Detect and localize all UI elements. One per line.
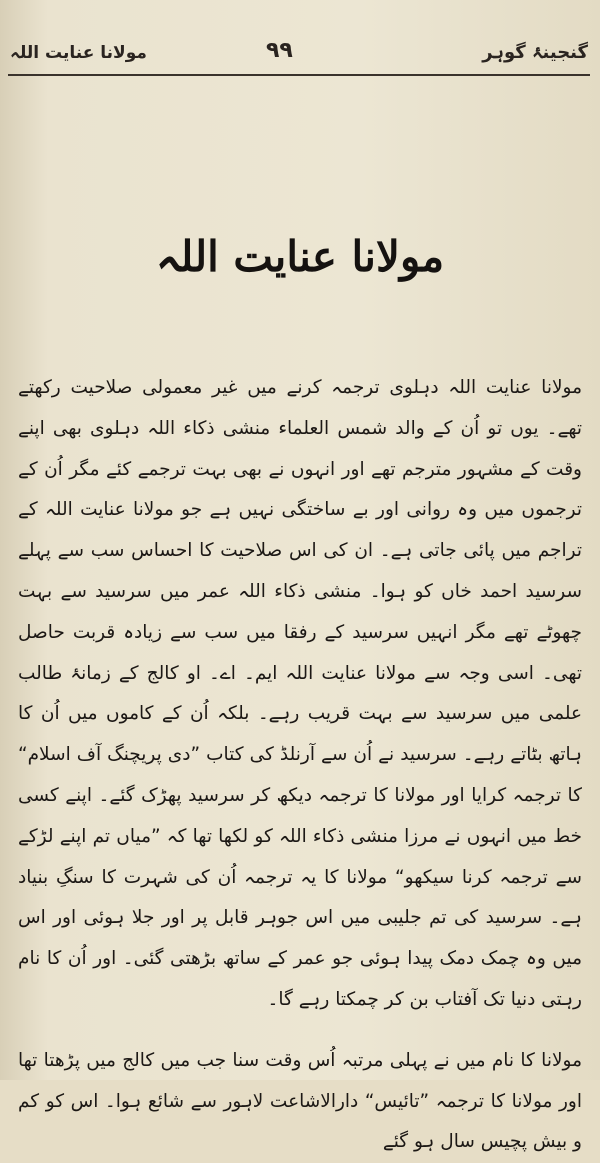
page-header <box>10 38 588 70</box>
chapter-title: مولانا عنایت اللہ <box>155 232 445 281</box>
running-title: مولانا عنایت اللہ <box>10 43 147 63</box>
body-text <box>18 368 582 1163</box>
paragraph-1: مولانا عنایت اللہ دہلوی ترجمہ کرنے میں غیر معمولی صلاحیت رکھتے تھے۔ یوں تو اُن کے والد شمس العلماء منشی ذکاء اللہ دہلوی بھی اپنے وقت کے مشہور مترجم تھے اور انہوں نے بھی بہت ترجمے کئے مگر اُن کے ترجموں میں وہ روانی اور بے ساختگی نہیں ہے جو مولانا عنایت اللہ کے تراجم میں پائی جاتی ہے۔ ان کی اس صلاحیت کا احساس سب سے پہلے سرسید احمد خاں کو ہوا۔ منشی ذکاء اللہ عمر میں سرسید سے بہت چھوٹے تھے مگر انہیں سرسید کے رفقا میں سب سے زیادہ قربت حاصل تھی۔ اسی وجہ سے مولانا عنایت اللہ ایم۔ اے۔ او کالج کے زمانۂ طالب علمی میں سرسید سے بہت قریب رہے۔ بلکہ اُن کے کاموں میں اُن کا ہاتھ بٹاتے رہے۔ سرسید نے اُن سے آرنلڈ کی کتاب ”دی پریچنگ آف اسلام“ کا ترجمہ کرایا اور مولانا کا ترجمہ دیکھ کر سرسید پھڑک گئے۔ اپنے کسی خط میں انہوں نے مرزا منشی ذکاء اللہ کو لکھا تھا کہ ”میاں تم اپنے لڑکے سے ترجمہ کرنا سیکھو“ مولانا کا یہ ترجمہ اُن کی شہرت کا سنگِ بنیاد ہے۔ سرسید کی تم جلیبی میں اس جوہر قابل پر اور جلا ہوئی اور اس میں وہ چمک دمک پیدا ہوئی جو عمر کے ساتھ بڑھتی گئی۔ اور اُن کا نام رہتی دنیا تک آفتاب بن کر چمکتا رہے گا۔ <box>18 377 582 1010</box>
paragraph-2: مولانا کا نام میں نے پہلی مرتبہ اُس وقت سنا جب میں کالج میں پڑھتا تھا اور مولانا کا ترجمہ ”تائیس“ دارالاشاعت لاہور سے شائع ہوا۔ اس کو کم و بیش پچیس سال ہو گئے <box>18 1049 582 1153</box>
header-divider <box>8 74 590 76</box>
page-number: ۹۹ <box>266 38 293 63</box>
book-title: گنجینۂ گوہر <box>482 42 588 63</box>
